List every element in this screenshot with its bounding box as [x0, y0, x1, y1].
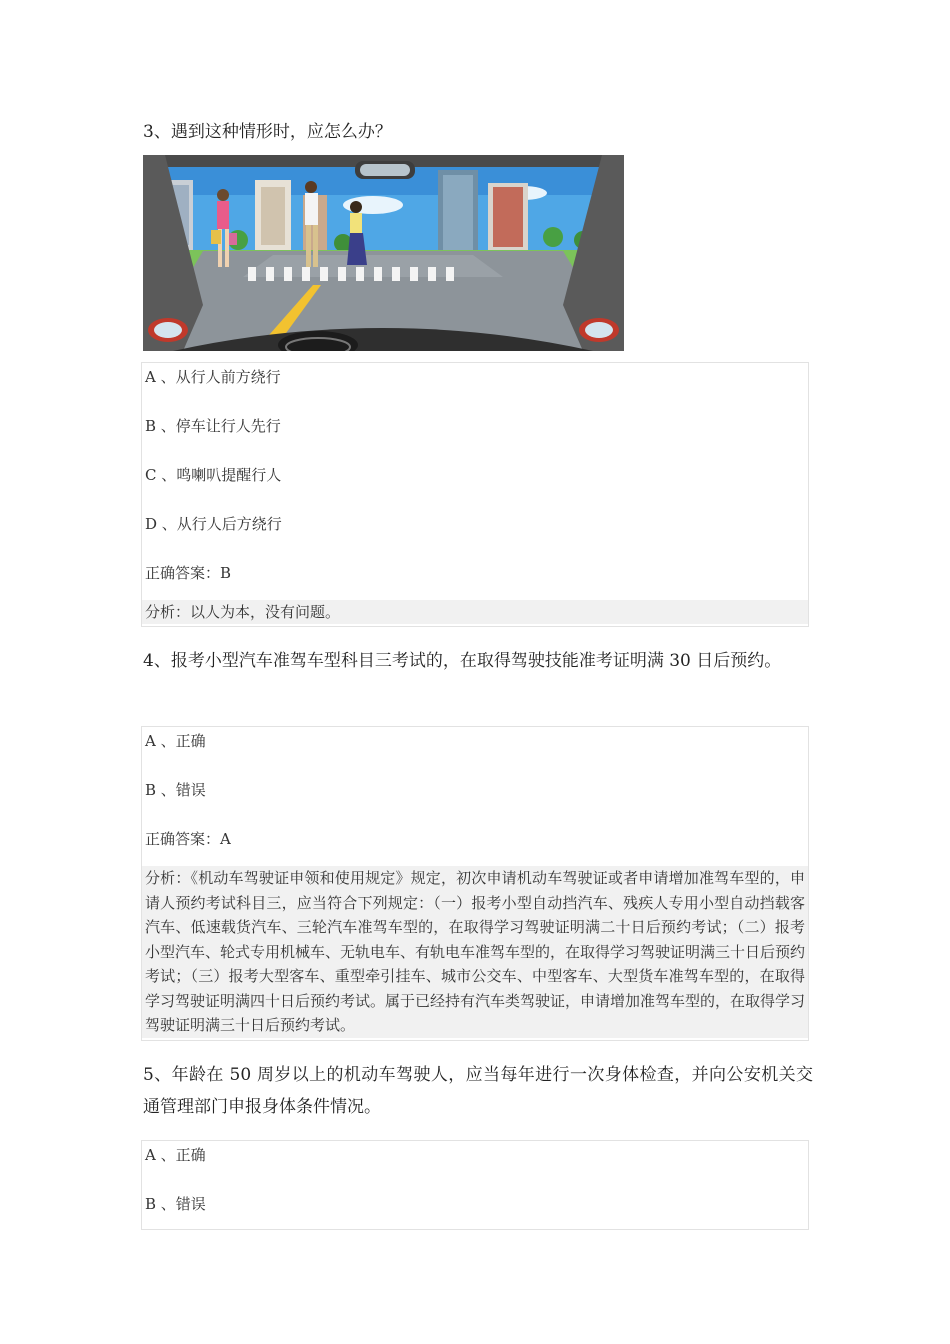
option-b[interactable]: B 、错误 — [145, 1195, 206, 1213]
analysis: 分析：以人为本，没有问题。 — [142, 600, 808, 624]
option-a[interactable]: A 、正确 — [145, 1146, 206, 1164]
question-5-options — [141, 1140, 809, 1230]
correct-answer: 正确答案：B — [145, 564, 232, 582]
option-d[interactable]: D 、从行人后方绕行 — [145, 515, 282, 533]
question-5-title: 5、年龄在 50 周岁以上的机动车驾驶人，应当每年进行一次身体检查，并向公安机关交通管理部门申报身体条件情况。 — [143, 1065, 813, 1117]
correct-answer: 正确答案：A — [145, 830, 231, 848]
analysis: 分析：《机动车驾驶证申领和使用规定》规定，初次申请机动车驾驶证或者申请增加准驾车型的，申请人预约考试科目三，应当符合下列规定：（一）报考小型自动挡汽车、残疾人专用小型自动挡载客汽车、低速载货汽车、三轮汽车准驾车型的，在取得学习驾驶证明满二十日后预约考试；（二）报考小型汽车、轮式专用机械车、无轨电车、有轨电车准驾车型的，在取得学习驾驶证明满三十日后预约考试；（三）报考大型客车、重型牵引挂车、城市公交车、中型客车、大型货车准驾车型的，在取得学习驾驶证明满四十日后预约考试。属于已经持有汽车类驾驶证，申请增加准驾车型的，在取得学习驾驶证明满三十日后预约考试。 — [142, 866, 808, 1038]
question-4-options — [141, 726, 809, 1041]
option-a[interactable]: A 、从行人前方绕行 — [145, 368, 281, 386]
question-3-title: 3、遇到这种情形时，应怎么办？ — [143, 122, 392, 142]
option-b[interactable]: B 、错误 — [145, 781, 206, 799]
road-scene-illustration — [143, 155, 624, 351]
option-b[interactable]: B 、停车让行人先行 — [145, 417, 281, 435]
option-a[interactable]: A 、正确 — [145, 732, 206, 750]
question-4-title: 4、报考小型汽车准驾车型科目三考试的，在取得驾驶技能准考证明满 30 日后预约。 — [143, 651, 782, 671]
option-c[interactable]: C 、鸣喇叭提醒行人 — [145, 466, 282, 484]
question-3-options — [141, 362, 809, 627]
